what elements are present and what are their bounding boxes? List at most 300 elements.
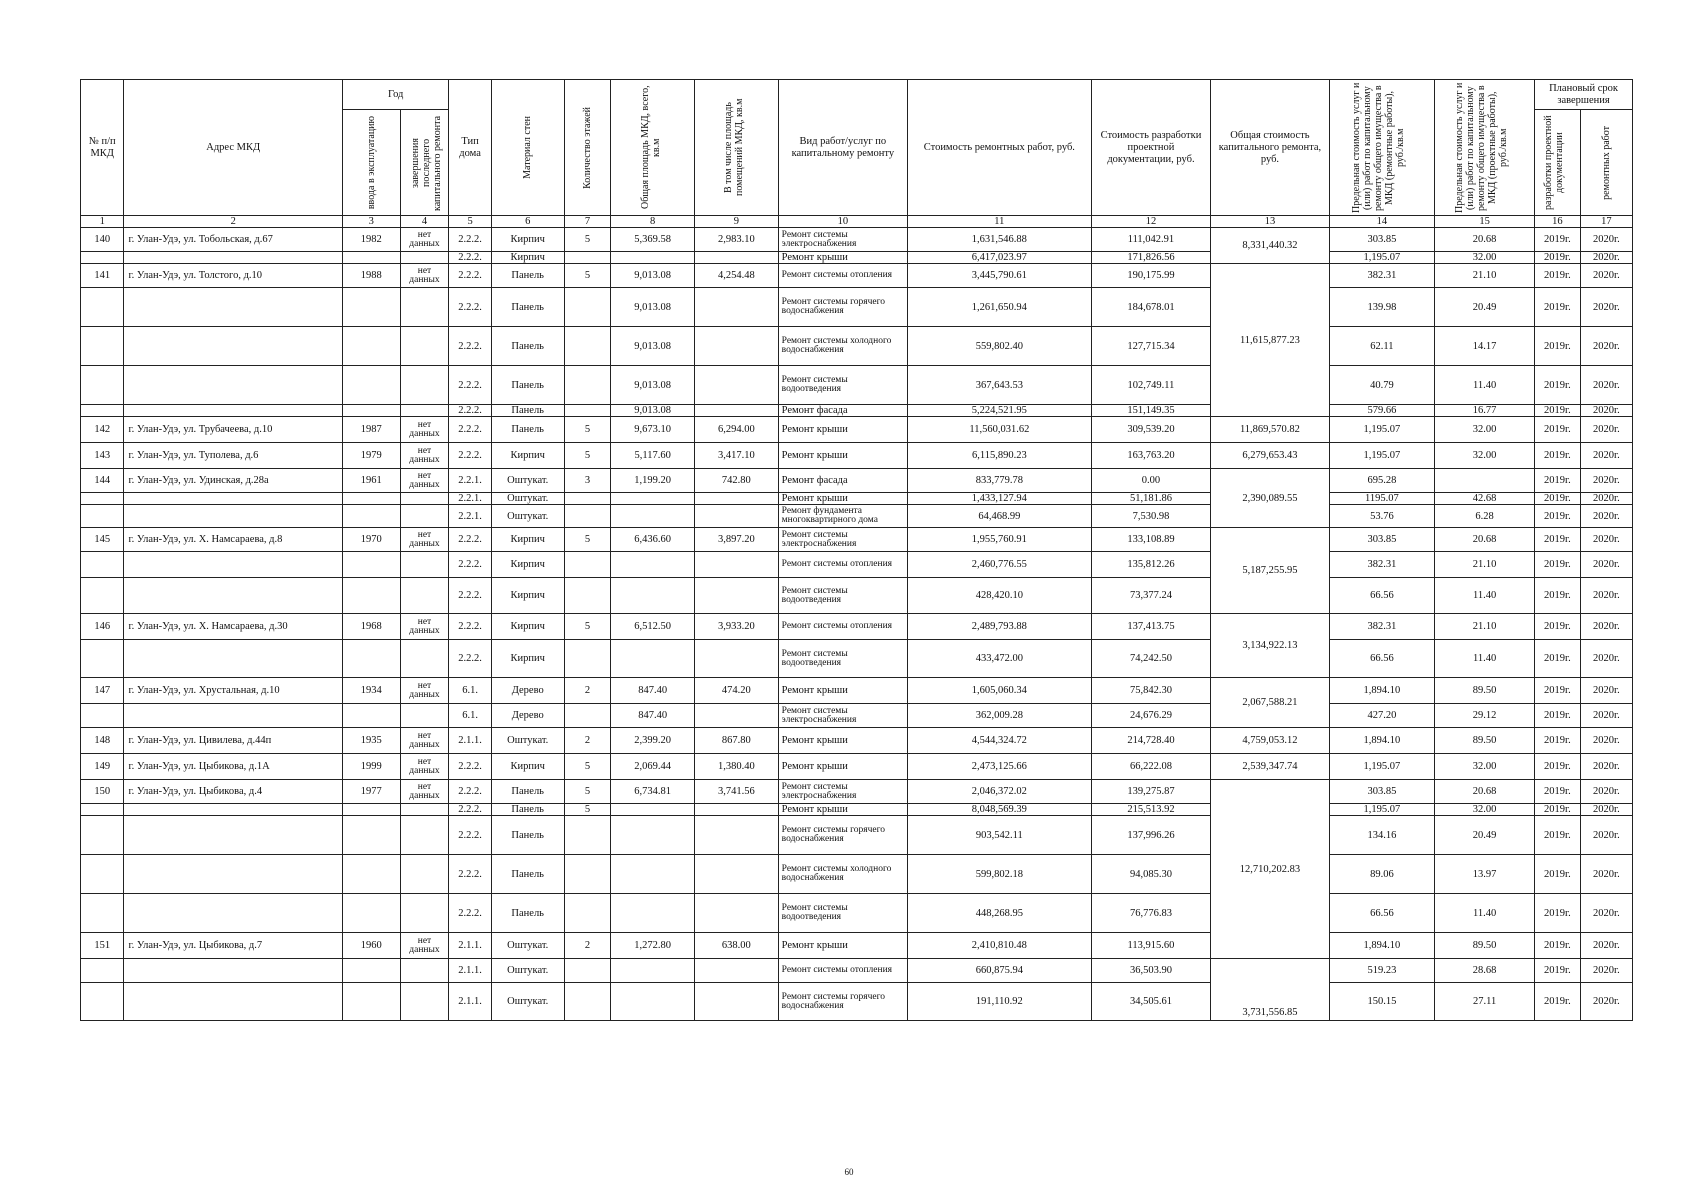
cell-house-type: 2.2.2. bbox=[449, 264, 491, 288]
cell-design-cost: 113,915.60 bbox=[1091, 933, 1211, 959]
cell-deadline-repair: 2020г. bbox=[1580, 804, 1632, 816]
cell-deadline-design: 2019г. bbox=[1535, 327, 1581, 366]
cell-deadline-design: 2019г. bbox=[1535, 894, 1581, 933]
cell-wall-material: Кирпич bbox=[491, 228, 564, 252]
cell-deadline-design: 2019г. bbox=[1535, 933, 1581, 959]
cell-year-built: 1934 bbox=[342, 678, 400, 704]
cell-num: 151 bbox=[81, 933, 124, 959]
cell-total-area bbox=[611, 804, 695, 816]
cell-design-cost: 51,181.86 bbox=[1091, 493, 1211, 505]
cell-year-repair bbox=[400, 493, 449, 505]
cell-total-area: 6,512.50 bbox=[611, 614, 695, 640]
cell-total-area: 9,013.08 bbox=[611, 405, 695, 417]
cell-work-type: Ремонт крыши bbox=[778, 804, 907, 816]
column-number: 8 bbox=[611, 216, 695, 228]
cell-repair-cost: 559,802.40 bbox=[908, 327, 1092, 366]
cell-deadline-design: 2019г. bbox=[1535, 366, 1581, 405]
cell-year-built bbox=[342, 505, 400, 528]
cell-address bbox=[124, 552, 342, 578]
cell-num bbox=[81, 405, 124, 417]
cell-limit-repair: 1,894.10 bbox=[1329, 933, 1434, 959]
cell-year-built bbox=[342, 855, 400, 894]
cell-repair-cost: 599,802.18 bbox=[908, 855, 1092, 894]
cell-deadline-repair: 2020г. bbox=[1580, 469, 1632, 493]
cell-limit-repair: 1,894.10 bbox=[1329, 728, 1434, 754]
cell-premises-area bbox=[695, 505, 779, 528]
cell-deadline-repair: 2020г. bbox=[1580, 678, 1632, 704]
cell-total-cost: 11,615,877.23 bbox=[1211, 264, 1329, 417]
table-row bbox=[81, 816, 1633, 855]
header-year-group: Год bbox=[342, 80, 449, 110]
cell-address bbox=[124, 704, 342, 728]
cell-total-area: 2,069.44 bbox=[611, 754, 695, 780]
cell-address: г. Улан-Удэ, ул. Цивилева, д.44п bbox=[124, 728, 342, 754]
cell-limit-design: 89.50 bbox=[1435, 728, 1535, 754]
cell-work-type: Ремонт системы водоотведения bbox=[778, 578, 907, 614]
cell-premises-area: 4,254.48 bbox=[695, 264, 779, 288]
cell-deadline-design: 2019г. bbox=[1535, 252, 1581, 264]
cell-premises-area bbox=[695, 983, 779, 1021]
cell-deadline-repair: 2020г. bbox=[1580, 855, 1632, 894]
cell-floors bbox=[564, 959, 611, 983]
cell-year-built: 1999 bbox=[342, 754, 400, 780]
cell-address: г. Улан-Удэ, ул. Х. Намсараева, д.30 bbox=[124, 614, 342, 640]
table-row bbox=[81, 959, 1633, 983]
cell-limit-design bbox=[1435, 469, 1535, 493]
table-row bbox=[81, 252, 1633, 264]
cell-repair-cost: 2,473,125.66 bbox=[908, 754, 1092, 780]
cell-limit-design: 27.11 bbox=[1435, 983, 1535, 1021]
cell-num bbox=[81, 366, 124, 405]
cell-floors bbox=[564, 405, 611, 417]
cell-total-area: 5,369.58 bbox=[611, 228, 695, 252]
cell-premises-area: 867.80 bbox=[695, 728, 779, 754]
cell-total-area bbox=[611, 894, 695, 933]
cell-num bbox=[81, 855, 124, 894]
cell-floors: 5 bbox=[564, 804, 611, 816]
cell-deadline-design: 2019г. bbox=[1535, 578, 1581, 614]
cell-design-cost: 127,715.34 bbox=[1091, 327, 1211, 366]
cell-deadline-design: 2019г. bbox=[1535, 469, 1581, 493]
cell-floors: 5 bbox=[564, 614, 611, 640]
cell-year-built: 1935 bbox=[342, 728, 400, 754]
cell-address bbox=[124, 505, 342, 528]
cell-house-type: 2.2.2. bbox=[449, 780, 491, 804]
cell-year-repair: нет данных bbox=[400, 469, 449, 493]
cell-total-cost: 6,279,653.43 bbox=[1211, 443, 1329, 469]
cell-year-repair: нет данных bbox=[400, 933, 449, 959]
cell-wall-material: Кирпич bbox=[491, 578, 564, 614]
cell-wall-material: Кирпич bbox=[491, 443, 564, 469]
cell-num bbox=[81, 552, 124, 578]
cell-deadline-design: 2019г. bbox=[1535, 405, 1581, 417]
cell-limit-repair: 150.15 bbox=[1329, 983, 1434, 1021]
cell-floors bbox=[564, 493, 611, 505]
cell-limit-design: 13.97 bbox=[1435, 855, 1535, 894]
table-row bbox=[81, 894, 1633, 933]
cell-limit-repair: 695.28 bbox=[1329, 469, 1434, 493]
cell-premises-area bbox=[695, 493, 779, 505]
cell-address: г. Улан-Удэ, ул. Толстого, д.10 bbox=[124, 264, 342, 288]
cell-deadline-design: 2019г. bbox=[1535, 493, 1581, 505]
cell-limit-repair: 1,195.07 bbox=[1329, 252, 1434, 264]
cell-year-built bbox=[342, 640, 400, 678]
cell-year-built: 1982 bbox=[342, 228, 400, 252]
cell-year-repair: нет данных bbox=[400, 728, 449, 754]
cell-total-area: 847.40 bbox=[611, 704, 695, 728]
cell-deadline-design: 2019г. bbox=[1535, 678, 1581, 704]
cell-floors: 5 bbox=[564, 228, 611, 252]
table-row bbox=[81, 780, 1633, 804]
cell-deadline-repair: 2020г. bbox=[1580, 728, 1632, 754]
cell-premises-area bbox=[695, 327, 779, 366]
cell-year-repair bbox=[400, 578, 449, 614]
cell-num: 140 bbox=[81, 228, 124, 252]
table-row bbox=[81, 933, 1633, 959]
cell-house-type: 2.2.2. bbox=[449, 614, 491, 640]
cell-floors: 5 bbox=[564, 780, 611, 804]
cell-house-type: 2.2.2. bbox=[449, 417, 491, 443]
cell-num: 145 bbox=[81, 528, 124, 552]
cell-design-cost: 111,042.91 bbox=[1091, 228, 1211, 252]
cell-house-type: 2.2.1. bbox=[449, 493, 491, 505]
cell-address bbox=[124, 578, 342, 614]
cell-house-type: 2.2.2. bbox=[449, 405, 491, 417]
cell-deadline-repair: 2020г. bbox=[1580, 366, 1632, 405]
header-num: № п/п МКД bbox=[81, 80, 124, 216]
cell-house-type: 2.1.1. bbox=[449, 983, 491, 1021]
cell-year-built bbox=[342, 552, 400, 578]
cell-work-type: Ремонт системы электроснабжения bbox=[778, 780, 907, 804]
cell-year-repair bbox=[400, 327, 449, 366]
cell-wall-material: Панель bbox=[491, 417, 564, 443]
cell-premises-area: 3,933.20 bbox=[695, 614, 779, 640]
cell-total-area: 9,013.08 bbox=[611, 288, 695, 327]
cell-house-type: 6.1. bbox=[449, 678, 491, 704]
cell-repair-cost: 191,110.92 bbox=[908, 983, 1092, 1021]
cell-premises-area: 6,294.00 bbox=[695, 417, 779, 443]
column-number: 6 bbox=[491, 216, 564, 228]
cell-repair-cost: 448,268.95 bbox=[908, 894, 1092, 933]
cell-limit-design: 29.12 bbox=[1435, 704, 1535, 728]
cell-wall-material: Оштукат. bbox=[491, 959, 564, 983]
table-row bbox=[81, 552, 1633, 578]
table-row bbox=[81, 264, 1633, 288]
cell-total-cost: 2,390,089.55 bbox=[1211, 469, 1329, 528]
cell-year-repair: нет данных bbox=[400, 528, 449, 552]
table-row bbox=[81, 614, 1633, 640]
column-number: 10 bbox=[778, 216, 907, 228]
cell-repair-cost: 1,631,546.88 bbox=[908, 228, 1092, 252]
cell-num bbox=[81, 894, 124, 933]
cell-design-cost: 171,826.56 bbox=[1091, 252, 1211, 264]
cell-limit-design: 20.49 bbox=[1435, 816, 1535, 855]
table-row bbox=[81, 228, 1633, 252]
cell-limit-design: 20.68 bbox=[1435, 228, 1535, 252]
cell-num: 144 bbox=[81, 469, 124, 493]
cell-house-type: 2.2.1. bbox=[449, 469, 491, 493]
cell-repair-cost: 3,445,790.61 bbox=[908, 264, 1092, 288]
cell-deadline-repair: 2020г. bbox=[1580, 816, 1632, 855]
cell-limit-repair: 303.85 bbox=[1329, 780, 1434, 804]
cell-limit-repair: 66.56 bbox=[1329, 578, 1434, 614]
cell-premises-area: 474.20 bbox=[695, 678, 779, 704]
cell-year-repair bbox=[400, 505, 449, 528]
table-row bbox=[81, 493, 1633, 505]
cell-deadline-repair: 2020г. bbox=[1580, 640, 1632, 678]
cell-total-cost: 3,731,556.85 bbox=[1211, 959, 1329, 1021]
cell-total-cost: 2,539,347.74 bbox=[1211, 754, 1329, 780]
cell-deadline-design: 2019г. bbox=[1535, 505, 1581, 528]
cell-work-type: Ремонт системы водоотведения bbox=[778, 640, 907, 678]
cell-repair-cost: 8,048,569.39 bbox=[908, 804, 1092, 816]
cell-num bbox=[81, 959, 124, 983]
cell-total-area: 9,013.08 bbox=[611, 366, 695, 405]
table-row bbox=[81, 678, 1633, 704]
column-number: 13 bbox=[1211, 216, 1329, 228]
cell-deadline-design: 2019г. bbox=[1535, 264, 1581, 288]
cell-wall-material: Оштукат. bbox=[491, 505, 564, 528]
table-row bbox=[81, 469, 1633, 493]
cell-total-cost: 2,067,588.21 bbox=[1211, 678, 1329, 728]
cell-premises-area: 638.00 bbox=[695, 933, 779, 959]
cell-total-area bbox=[611, 578, 695, 614]
cell-deadline-design: 2019г. bbox=[1535, 614, 1581, 640]
cell-design-cost: 34,505.61 bbox=[1091, 983, 1211, 1021]
cell-work-type: Ремонт крыши bbox=[778, 754, 907, 780]
cell-limit-design: 21.10 bbox=[1435, 552, 1535, 578]
cell-limit-design: 21.10 bbox=[1435, 614, 1535, 640]
table-row bbox=[81, 288, 1633, 327]
cell-deadline-repair: 2020г. bbox=[1580, 754, 1632, 780]
cell-work-type: Ремонт фасада bbox=[778, 469, 907, 493]
cell-house-type: 6.1. bbox=[449, 704, 491, 728]
cell-year-built bbox=[342, 252, 400, 264]
cell-house-type: 2.2.2. bbox=[449, 252, 491, 264]
cell-floors bbox=[564, 855, 611, 894]
cell-work-type: Ремонт крыши bbox=[778, 417, 907, 443]
cell-wall-material: Дерево bbox=[491, 704, 564, 728]
cell-total-cost: 8,331,440.32 bbox=[1211, 228, 1329, 264]
cell-year-built bbox=[342, 704, 400, 728]
cell-year-repair bbox=[400, 552, 449, 578]
cell-house-type: 2.2.2. bbox=[449, 288, 491, 327]
cell-total-area bbox=[611, 816, 695, 855]
cell-total-area: 6,436.60 bbox=[611, 528, 695, 552]
cell-wall-material: Оштукат. bbox=[491, 493, 564, 505]
cell-wall-material: Оштукат. bbox=[491, 469, 564, 493]
cell-repair-cost: 11,560,031.62 bbox=[908, 417, 1092, 443]
cell-total-area: 5,117.60 bbox=[611, 443, 695, 469]
cell-repair-cost: 428,420.10 bbox=[908, 578, 1092, 614]
column-number: 1 bbox=[81, 216, 124, 228]
column-number: 11 bbox=[908, 216, 1092, 228]
cell-num: 143 bbox=[81, 443, 124, 469]
repair-program-table-sheet bbox=[80, 79, 1633, 1021]
cell-wall-material: Панель bbox=[491, 405, 564, 417]
cell-limit-design: 32.00 bbox=[1435, 252, 1535, 264]
cell-premises-area: 1,380.40 bbox=[695, 754, 779, 780]
cell-repair-cost: 6,115,890.23 bbox=[908, 443, 1092, 469]
column-number: 7 bbox=[564, 216, 611, 228]
cell-address bbox=[124, 405, 342, 417]
cell-year-built bbox=[342, 894, 400, 933]
cell-total-area bbox=[611, 505, 695, 528]
cell-limit-repair: 40.79 bbox=[1329, 366, 1434, 405]
cell-total-area bbox=[611, 959, 695, 983]
header-limit-repair: Предельная стоимость услуг и (или) работ по капитальному ремонту общего имущества в МКД (ремонтные работы), руб./кв.м bbox=[1329, 80, 1434, 216]
cell-limit-design: 32.00 bbox=[1435, 804, 1535, 816]
cell-house-type: 2.2.2. bbox=[449, 552, 491, 578]
column-number: 12 bbox=[1091, 216, 1211, 228]
cell-address bbox=[124, 288, 342, 327]
cell-address: г. Улан-Удэ, ул. Цыбикова, д.1А bbox=[124, 754, 342, 780]
cell-repair-cost: 1,955,760.91 bbox=[908, 528, 1092, 552]
table-row bbox=[81, 640, 1633, 678]
cell-limit-repair: 66.56 bbox=[1329, 640, 1434, 678]
cell-total-area: 847.40 bbox=[611, 678, 695, 704]
cell-deadline-design: 2019г. bbox=[1535, 443, 1581, 469]
cell-floors bbox=[564, 704, 611, 728]
cell-floors bbox=[564, 578, 611, 614]
cell-wall-material: Оштукат. bbox=[491, 728, 564, 754]
cell-repair-cost: 2,046,372.02 bbox=[908, 780, 1092, 804]
cell-year-built bbox=[342, 405, 400, 417]
cell-total-area: 1,199.20 bbox=[611, 469, 695, 493]
cell-limit-repair: 1,195.07 bbox=[1329, 417, 1434, 443]
cell-design-cost: 135,812.26 bbox=[1091, 552, 1211, 578]
cell-year-built bbox=[342, 816, 400, 855]
cell-floors: 2 bbox=[564, 678, 611, 704]
cell-deadline-repair: 2020г. bbox=[1580, 894, 1632, 933]
cell-repair-cost: 660,875.94 bbox=[908, 959, 1092, 983]
cell-total-area: 9,013.08 bbox=[611, 327, 695, 366]
cell-limit-design: 89.50 bbox=[1435, 933, 1535, 959]
cell-repair-cost: 5,224,521.95 bbox=[908, 405, 1092, 417]
cell-house-type: 2.1.1. bbox=[449, 959, 491, 983]
cell-total-area bbox=[611, 983, 695, 1021]
table-row bbox=[81, 804, 1633, 816]
cell-premises-area bbox=[695, 288, 779, 327]
cell-design-cost: 151,149.35 bbox=[1091, 405, 1211, 417]
cell-limit-repair: 1,195.07 bbox=[1329, 443, 1434, 469]
cell-repair-cost: 433,472.00 bbox=[908, 640, 1092, 678]
table-row bbox=[81, 983, 1633, 1021]
cell-total-area bbox=[611, 252, 695, 264]
cell-total-area: 6,734.81 bbox=[611, 780, 695, 804]
cell-year-repair: нет данных bbox=[400, 754, 449, 780]
cell-num: 149 bbox=[81, 754, 124, 780]
cell-year-repair bbox=[400, 288, 449, 327]
cell-address bbox=[124, 252, 342, 264]
cell-limit-repair: 1,894.10 bbox=[1329, 678, 1434, 704]
cell-limit-design: 32.00 bbox=[1435, 417, 1535, 443]
cell-limit-repair: 579.66 bbox=[1329, 405, 1434, 417]
header-total-cost: Общая стоимость капитального ремонта, руб. bbox=[1211, 80, 1329, 216]
cell-wall-material: Дерево bbox=[491, 678, 564, 704]
cell-limit-design: 32.00 bbox=[1435, 443, 1535, 469]
cell-wall-material: Панель bbox=[491, 894, 564, 933]
cell-address bbox=[124, 816, 342, 855]
cell-house-type: 2.2.2. bbox=[449, 443, 491, 469]
cell-address bbox=[124, 366, 342, 405]
cell-design-cost: 76,776.83 bbox=[1091, 894, 1211, 933]
cell-year-built bbox=[342, 959, 400, 983]
cell-total-area bbox=[611, 855, 695, 894]
cell-design-cost: 102,749.11 bbox=[1091, 366, 1211, 405]
cell-total-area bbox=[611, 552, 695, 578]
cell-work-type: Ремонт крыши bbox=[778, 678, 907, 704]
column-number: 14 bbox=[1329, 216, 1434, 228]
cell-work-type: Ремонт системы электроснабжения bbox=[778, 228, 907, 252]
cell-address: г. Улан-Удэ, ул. Х. Намсараева, д.8 bbox=[124, 528, 342, 552]
cell-total-cost: 4,759,053.12 bbox=[1211, 728, 1329, 754]
cell-floors bbox=[564, 327, 611, 366]
cell-work-type: Ремонт системы водоотведения bbox=[778, 894, 907, 933]
cell-num bbox=[81, 252, 124, 264]
cell-deadline-design: 2019г. bbox=[1535, 728, 1581, 754]
cell-work-type: Ремонт фасада bbox=[778, 405, 907, 417]
cell-house-type: 2.2.2. bbox=[449, 804, 491, 816]
cell-year-repair bbox=[400, 704, 449, 728]
cell-address: г. Улан-Удэ, ул. Тобольская, д.67 bbox=[124, 228, 342, 252]
cell-wall-material: Кирпич bbox=[491, 252, 564, 264]
header-address: Адрес МКД bbox=[124, 80, 342, 216]
table-row bbox=[81, 754, 1633, 780]
cell-deadline-design: 2019г. bbox=[1535, 528, 1581, 552]
cell-year-built: 1988 bbox=[342, 264, 400, 288]
cell-house-type: 2.2.2. bbox=[449, 754, 491, 780]
header-work-type: Вид работ/услуг по капитальному ремонту bbox=[778, 80, 907, 216]
cell-design-cost: 0.00 bbox=[1091, 469, 1211, 493]
cell-wall-material: Панель bbox=[491, 264, 564, 288]
cell-total-cost: 5,187,255.95 bbox=[1211, 528, 1329, 614]
cell-floors: 2 bbox=[564, 728, 611, 754]
cell-year-repair: нет данных bbox=[400, 264, 449, 288]
cell-num: 141 bbox=[81, 264, 124, 288]
cell-work-type: Ремонт системы горячего водоснабжения bbox=[778, 983, 907, 1021]
cell-wall-material: Кирпич bbox=[491, 754, 564, 780]
cell-limit-design: 28.68 bbox=[1435, 959, 1535, 983]
cell-year-built bbox=[342, 983, 400, 1021]
cell-repair-cost: 64,468.99 bbox=[908, 505, 1092, 528]
cell-work-type: Ремонт системы отопления bbox=[778, 264, 907, 288]
cell-wall-material: Оштукат. bbox=[491, 933, 564, 959]
cell-premises-area: 3,417.10 bbox=[695, 443, 779, 469]
cell-repair-cost: 2,489,793.88 bbox=[908, 614, 1092, 640]
cell-house-type: 2.2.2. bbox=[449, 578, 491, 614]
cell-num: 148 bbox=[81, 728, 124, 754]
table-row bbox=[81, 728, 1633, 754]
cell-address bbox=[124, 855, 342, 894]
cell-year-built: 1987 bbox=[342, 417, 400, 443]
header-repair-cost: Стоимость ремонтных работ, руб. bbox=[908, 80, 1092, 216]
cell-repair-cost: 1,605,060.34 bbox=[908, 678, 1092, 704]
cell-work-type: Ремонт крыши bbox=[778, 933, 907, 959]
cell-total-area: 9,673.10 bbox=[611, 417, 695, 443]
cell-wall-material: Кирпич bbox=[491, 640, 564, 678]
cell-repair-cost: 367,643.53 bbox=[908, 366, 1092, 405]
cell-deadline-design: 2019г. bbox=[1535, 754, 1581, 780]
cell-deadline-design: 2019г. bbox=[1535, 804, 1581, 816]
cell-limit-design: 16.77 bbox=[1435, 405, 1535, 417]
cell-wall-material: Кирпич bbox=[491, 614, 564, 640]
cell-design-cost: 190,175.99 bbox=[1091, 264, 1211, 288]
cell-limit-repair: 303.85 bbox=[1329, 228, 1434, 252]
cell-work-type: Ремонт крыши bbox=[778, 493, 907, 505]
cell-num: 142 bbox=[81, 417, 124, 443]
table-row bbox=[81, 704, 1633, 728]
